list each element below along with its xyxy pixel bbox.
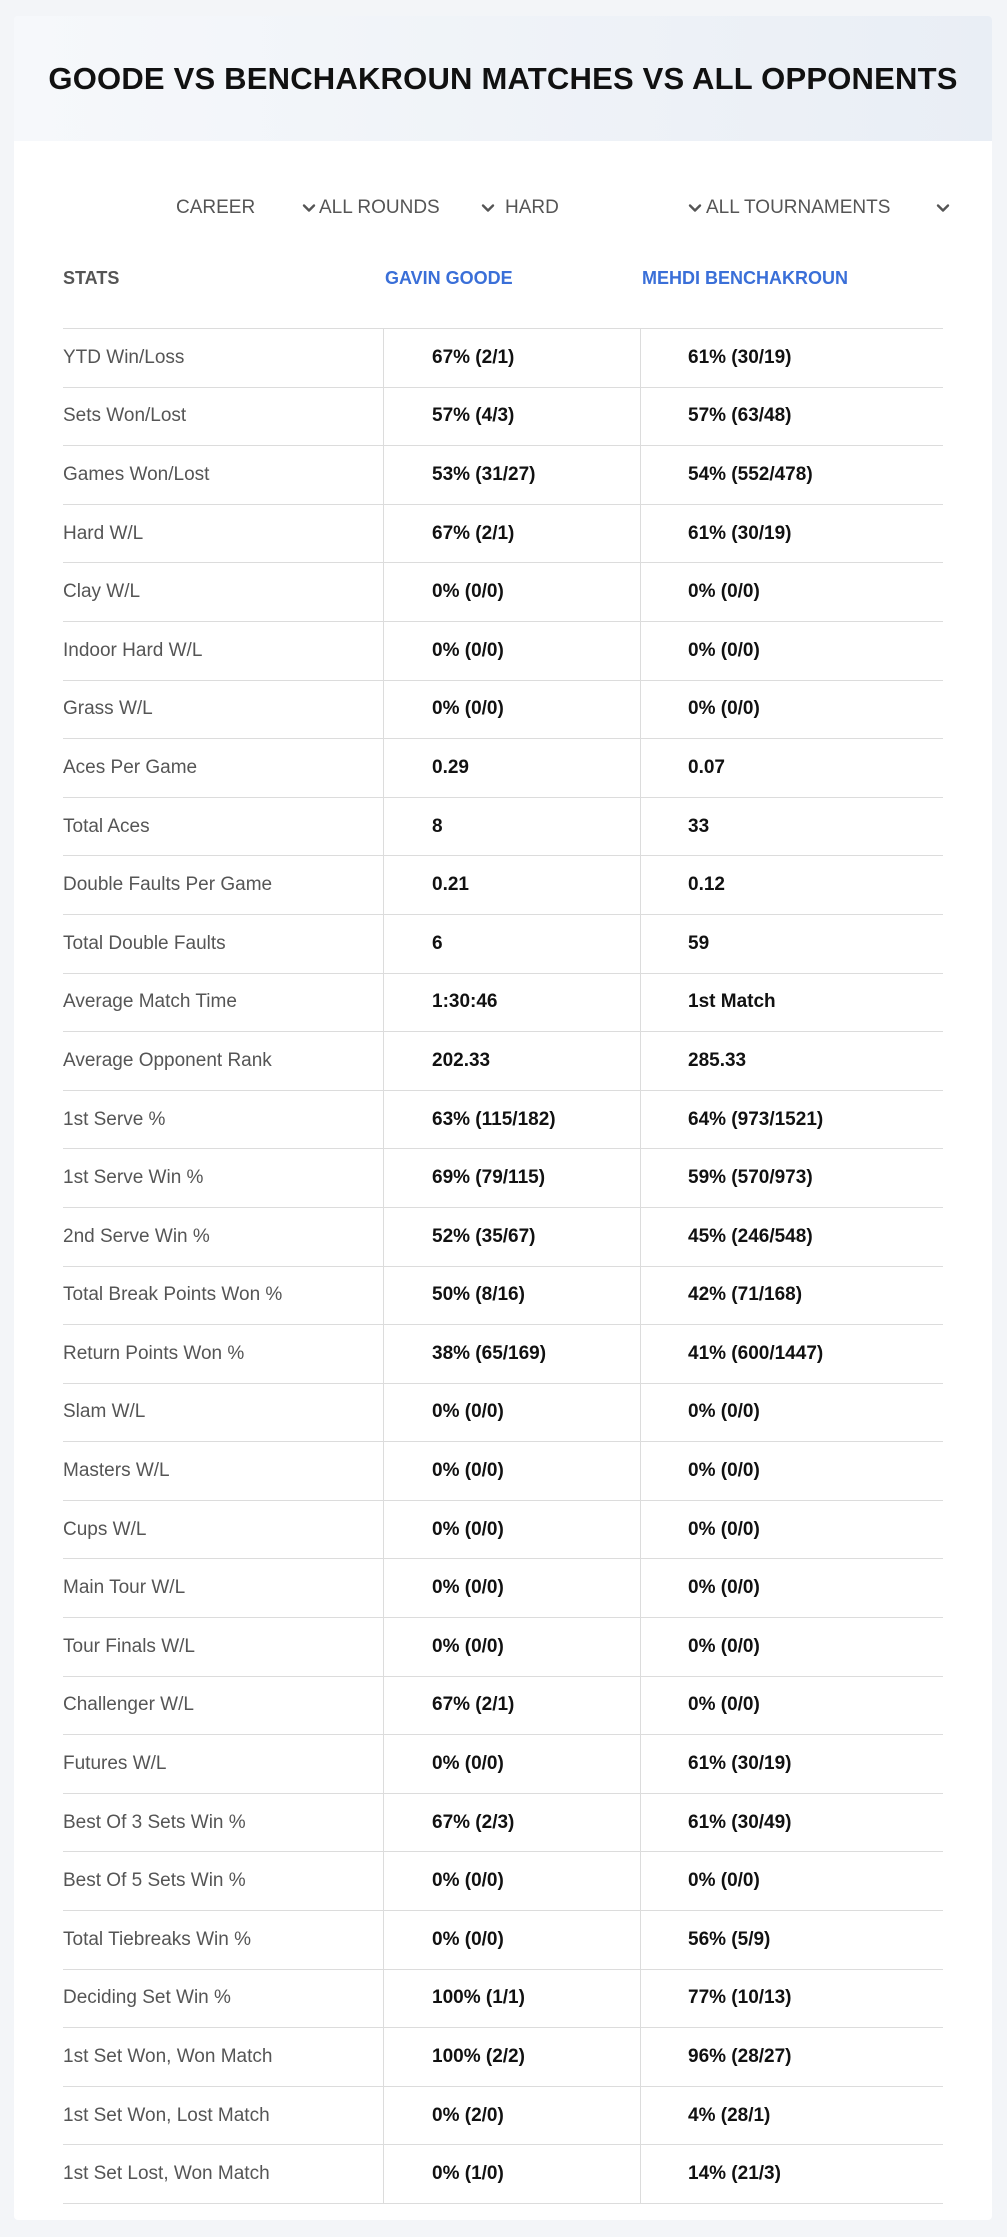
player2-stat-value: 33: [640, 798, 943, 856]
table-row: [63, 681, 943, 740]
stat-label: Masters W/L: [63, 1460, 170, 1482]
player1-stat-value: 0% (0/0): [383, 1618, 640, 1676]
player2-stat-value: 41% (600/1447): [640, 1325, 943, 1383]
chevron-down-icon: [934, 199, 952, 217]
player2-stat-value: 0% (0/0): [640, 1384, 943, 1442]
table-row: [63, 1325, 943, 1384]
player2-stat-value: 0.07: [640, 739, 943, 797]
table-row: [63, 1618, 943, 1677]
table-row: [63, 1267, 943, 1326]
table-row: [63, 1384, 943, 1443]
table-row: [63, 856, 943, 915]
player1-stat-value: 0% (1/0): [383, 2145, 640, 2203]
player1-name-link[interactable]: GAVIN GOODE: [385, 268, 513, 288]
stat-label: Futures W/L: [63, 1753, 167, 1775]
table-row: [63, 2145, 943, 2204]
player2-stat-value: 14% (21/3): [640, 2145, 943, 2203]
table-row: [63, 329, 943, 388]
player2-stat-value: 0% (0/0): [640, 1852, 943, 1910]
stat-label: Aces Per Game: [63, 756, 198, 778]
stat-label: Games Won/Lost: [63, 463, 210, 485]
player2-stat-value: 54% (552/478): [640, 446, 943, 504]
table-header: [63, 268, 943, 302]
table-row: [63, 1970, 943, 2029]
stat-label: YTD Win/Loss: [63, 346, 185, 368]
table-row: [63, 1442, 943, 1501]
player1-stat-value: 0% (2/0): [383, 2087, 640, 2145]
stat-label: Deciding Set Win %: [63, 1987, 231, 2009]
player1-stat-value: 67% (2/1): [383, 1677, 640, 1735]
player2-stat-value: 0.12: [640, 856, 943, 914]
player1-stat-value: 0% (0/0): [383, 563, 640, 621]
stat-label: Total Break Points Won %: [63, 1284, 283, 1306]
player1-stat-value: 0% (0/0): [383, 1735, 640, 1793]
surface-dropdown-label: HARD: [505, 197, 559, 218]
table-row: [63, 563, 943, 622]
table-row: [63, 1091, 943, 1150]
stat-label: Cups W/L: [63, 1518, 147, 1540]
player1-stat-value: 67% (2/1): [383, 505, 640, 563]
stat-label: 2nd Serve Win %: [63, 1225, 210, 1247]
player1-stat-value: 6: [383, 915, 640, 973]
table-row: [63, 1677, 943, 1736]
player1-stat-value: 202.33: [383, 1032, 640, 1090]
player2-stat-value: 4% (28/1): [640, 2087, 943, 2145]
player1-stat-value: 0% (0/0): [383, 1384, 640, 1442]
stat-label: Best Of 5 Sets Win %: [63, 1870, 246, 1892]
table-row: [63, 388, 943, 447]
stat-label: Return Points Won %: [63, 1342, 245, 1364]
stat-label: Hard W/L: [63, 522, 144, 544]
player2-stat-value: 0% (0/0): [640, 681, 943, 739]
table-row: [63, 915, 943, 974]
stat-label: Grass W/L: [63, 698, 153, 720]
player1-stat-value: 0.29: [383, 739, 640, 797]
stat-label: Average Match Time: [63, 991, 237, 1013]
player1-stat-value: 1:30:46: [383, 974, 640, 1032]
player2-name-link[interactable]: MEHDI BENCHAKROUN: [642, 268, 848, 288]
table-row: [63, 446, 943, 505]
period-dropdown[interactable]: [176, 188, 318, 228]
table-row: [63, 2028, 943, 2087]
table-row: [63, 1149, 943, 1208]
player1-stat-value: 8: [383, 798, 640, 856]
stat-label: 1st Set Won, Won Match: [63, 2046, 273, 2068]
player1-stat-value: 53% (31/27): [383, 446, 640, 504]
stat-label: Total Tiebreaks Win %: [63, 1928, 251, 1950]
player2-stat-value: 61% (30/19): [640, 329, 943, 387]
stat-label: 1st Set Lost, Won Match: [63, 2163, 270, 2185]
player2-stat-value: 0% (0/0): [640, 1501, 943, 1559]
player2-stat-value: 0% (0/0): [640, 1618, 943, 1676]
table-row: [63, 1911, 943, 1970]
player1-stat-value: 0% (0/0): [383, 1911, 640, 1969]
player2-stat-value: 0% (0/0): [640, 1559, 943, 1617]
tournament-dropdown-label: ALL TOURNAMENTS: [706, 197, 891, 218]
player1-stat-value: 67% (2/3): [383, 1794, 640, 1852]
player1-stat-value: 0% (0/0): [383, 1501, 640, 1559]
comparison-card: [14, 16, 992, 2220]
stats-table: [63, 328, 943, 2204]
player2-stat-value: 0% (0/0): [640, 1677, 943, 1735]
player1-stat-value: 0% (0/0): [383, 681, 640, 739]
player2-stat-value: 59: [640, 915, 943, 973]
player2-stat-value: 77% (10/13): [640, 1970, 943, 2028]
stat-label: Total Double Faults: [63, 932, 226, 954]
table-row: [63, 1852, 943, 1911]
page-header: [14, 16, 992, 141]
player2-stat-value: 61% (30/19): [640, 505, 943, 563]
table-row: [63, 1032, 943, 1091]
stat-label: 1st Serve %: [63, 1108, 166, 1130]
page-title: GOODE VS BENCHAKROUN MATCHES VS ALL OPPONENTS: [48, 60, 958, 96]
player1-stat-value: 0% (0/0): [383, 622, 640, 680]
player1-stat-value: 38% (65/169): [383, 1325, 640, 1383]
stat-label: Clay W/L: [63, 581, 141, 603]
player1-stat-value: 100% (2/2): [383, 2028, 640, 2086]
table-row: [63, 739, 943, 798]
player2-stat-value: 0% (0/0): [640, 622, 943, 680]
period-dropdown-label: CAREER: [176, 197, 256, 218]
stat-label: Sets Won/Lost: [63, 405, 187, 427]
stat-label: Best Of 3 Sets Win %: [63, 1811, 246, 1833]
table-row: [63, 1501, 943, 1560]
table-row: [63, 1735, 943, 1794]
player1-stat-value: 0.21: [383, 856, 640, 914]
player1-stat-value: 69% (79/115): [383, 1149, 640, 1207]
player2-stat-value: 0% (0/0): [640, 1442, 943, 1500]
player1-stat-value: 100% (1/1): [383, 1970, 640, 2028]
player1-stat-value: 0% (0/0): [383, 1442, 640, 1500]
player1-stat-value: 0% (0/0): [383, 1852, 640, 1910]
player2-stat-value: 285.33: [640, 1032, 943, 1090]
table-row: [63, 974, 943, 1033]
player2-stat-value: 61% (30/49): [640, 1794, 943, 1852]
player1-stat-value: 0% (0/0): [383, 1559, 640, 1617]
stat-label: Tour Finals W/L: [63, 1635, 195, 1657]
round-dropdown-label: ALL ROUNDS: [319, 197, 440, 218]
player2-stat-value: 45% (246/548): [640, 1208, 943, 1266]
stat-label: Slam W/L: [63, 1401, 146, 1423]
table-row: [63, 505, 943, 564]
player1-stat-value: 57% (4/3): [383, 388, 640, 446]
stat-label: Double Faults Per Game: [63, 874, 273, 896]
table-row: [63, 798, 943, 857]
stat-label: Indoor Hard W/L: [63, 639, 203, 661]
player1-stat-value: 50% (8/16): [383, 1267, 640, 1325]
stat-label: Average Opponent Rank: [63, 1049, 272, 1071]
player2-stat-value: 1st Match: [640, 974, 943, 1032]
tournament-dropdown[interactable]: [706, 188, 952, 228]
filter-bar: [14, 188, 992, 228]
table-row: [63, 1208, 943, 1267]
player2-stat-value: 0% (0/0): [640, 563, 943, 621]
player1-stat-value: 52% (35/67): [383, 1208, 640, 1266]
player1-stat-value: 67% (2/1): [383, 329, 640, 387]
player2-stat-value: 64% (973/1521): [640, 1091, 943, 1149]
player2-stat-value: 61% (30/19): [640, 1735, 943, 1793]
stat-label: 1st Serve Win %: [63, 1167, 204, 1189]
stat-label: Main Tour W/L: [63, 1577, 186, 1599]
chevron-down-icon: [479, 199, 497, 217]
surface-dropdown[interactable]: [505, 188, 704, 228]
player2-stat-value: 96% (28/27): [640, 2028, 943, 2086]
table-row: [63, 622, 943, 681]
stat-label: Challenger W/L: [63, 1694, 194, 1716]
chevron-down-icon: [686, 199, 704, 217]
player2-stat-value: 42% (71/168): [640, 1267, 943, 1325]
stat-label: 1st Set Won, Lost Match: [63, 2104, 270, 2126]
stat-label: Total Aces: [63, 815, 150, 837]
player1-stat-value: 63% (115/182): [383, 1091, 640, 1149]
round-dropdown[interactable]: [319, 188, 497, 228]
player2-stat-value: 57% (63/48): [640, 388, 943, 446]
player2-stat-value: 56% (5/9): [640, 1911, 943, 1969]
chevron-down-icon: [300, 199, 318, 217]
player2-stat-value: 59% (570/973): [640, 1149, 943, 1207]
table-row: [63, 1794, 943, 1853]
table-row: [63, 2087, 943, 2146]
stats-column-header: STATS: [63, 268, 120, 288]
table-row: [63, 1559, 943, 1618]
